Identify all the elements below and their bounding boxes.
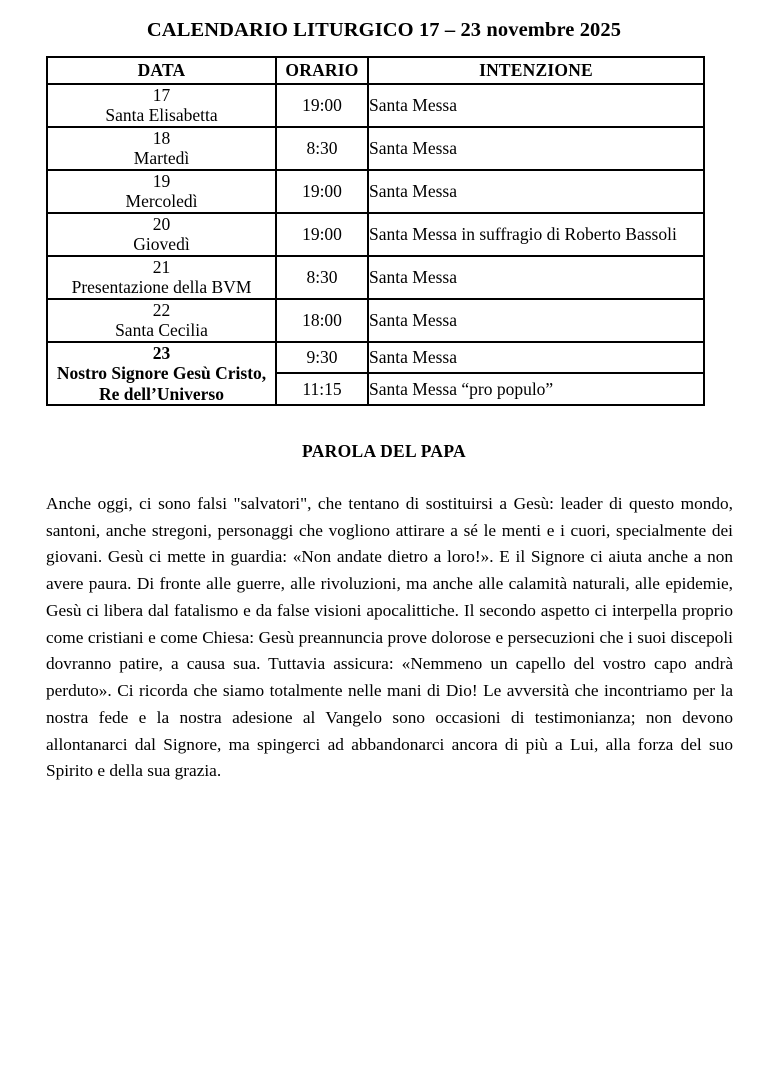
day-number: 18 [152, 127, 171, 148]
cell-date [47, 342, 276, 405]
day-name: Santa Cecilia [115, 320, 208, 341]
calendar-table-container [0, 56, 768, 406]
day-number: 23 [152, 342, 171, 363]
cell-time: 8:30 [276, 256, 368, 299]
table-row [47, 170, 704, 213]
section-heading-parola-del-papa: PAROLA DEL PAPA [302, 441, 466, 462]
cell-time: 19:00 [276, 84, 368, 127]
table-row [47, 127, 704, 170]
cell-time: 9:30 [276, 342, 368, 374]
table-row [47, 256, 704, 299]
day-number: 21 [152, 256, 171, 277]
day-number: 19 [152, 170, 171, 191]
table-row [47, 213, 704, 256]
day-name: Giovedì [133, 234, 190, 255]
cell-intention: Santa Messa [368, 299, 704, 342]
cell-date [47, 170, 276, 213]
cell-time: 11:15 [276, 373, 368, 405]
page-title: CALENDARIO LITURGICO 17 – 23 novembre 2025 [146, 19, 622, 41]
table-row [47, 84, 704, 127]
cell-date [47, 213, 276, 256]
day-name: Martedì [133, 148, 190, 169]
day-name: Santa Elisabetta [105, 105, 218, 126]
column-header-date: DATA [47, 57, 276, 84]
cell-intention: Santa Messa [368, 256, 704, 299]
cell-intention: Santa Messa [368, 342, 704, 374]
cell-intention: Santa Messa [368, 84, 704, 127]
table-row [47, 299, 704, 342]
cell-time: 19:00 [276, 170, 368, 213]
cell-intention: Santa Messa [368, 127, 704, 170]
day-number: 20 [152, 213, 171, 234]
table-header [47, 57, 704, 84]
day-name: Nostro Signore Gesù Cristo, Re dell’Universo [56, 363, 267, 404]
cell-time: 8:30 [276, 127, 368, 170]
cell-intention: Santa Messa in suffragio di Roberto Bassoli [368, 213, 704, 256]
cell-date [47, 299, 276, 342]
cell-intention: Santa Messa “pro populo” [368, 373, 704, 405]
cell-date [47, 256, 276, 299]
day-number: 22 [152, 299, 171, 320]
day-name: Mercoledì [125, 191, 198, 212]
liturgical-calendar-table [46, 56, 705, 406]
cell-date [47, 84, 276, 127]
column-header-time: ORARIO [276, 57, 368, 84]
column-header-intention: INTENZIONE [368, 57, 704, 84]
day-number: 17 [152, 85, 171, 105]
cell-date [47, 127, 276, 170]
day-name: Presentazione della BVM [71, 277, 252, 298]
cell-time: 19:00 [276, 213, 368, 256]
table-body [47, 84, 704, 405]
cell-time: 18:00 [276, 299, 368, 342]
cell-intention: Santa Messa [368, 170, 704, 213]
papal-word-paragraph: Anche oggi, ci sono falsi "salvatori", che tentano di sostituirsi a Gesù: leader di questo mondo, santoni, anche stregoni, personaggi che vogliono attirare a sé le menti e i cuori, specialmente dei giovani. Gesù ci mette in guardia: «Non andate dietro a loro!». E il Signore ci aiuta anche a non avere paura. Di fronte alle guerre, alle rivoluzioni, ma anche alle calamità naturali, alle epidemie, Gesù ci libera dal fatalismo e da false visioni apocalittiche. Il secondo aspetto ci interpella proprio come cristiani e come Chiesa: Gesù preannuncia prove dolorose e persecuzioni che i suoi discepoli dovranno patire, a causa sua. Tuttavia assicura: «Nemmeno un capello del vostro capo andrà perduto». Ci ricorda che siamo totalmente nelle mani di Dio! Le avversità che incontriamo per la nostra fede e la nostra adesione al Vangelo sono occasioni di testimonianza; non devono allontanarci dal Signore, ma spingerci ad abbandonarci ancora di più a Lui, alla forza del suo Spirito e della sua grazia. [46, 494, 733, 781]
table-row [47, 342, 704, 374]
table-header-row [47, 57, 704, 84]
